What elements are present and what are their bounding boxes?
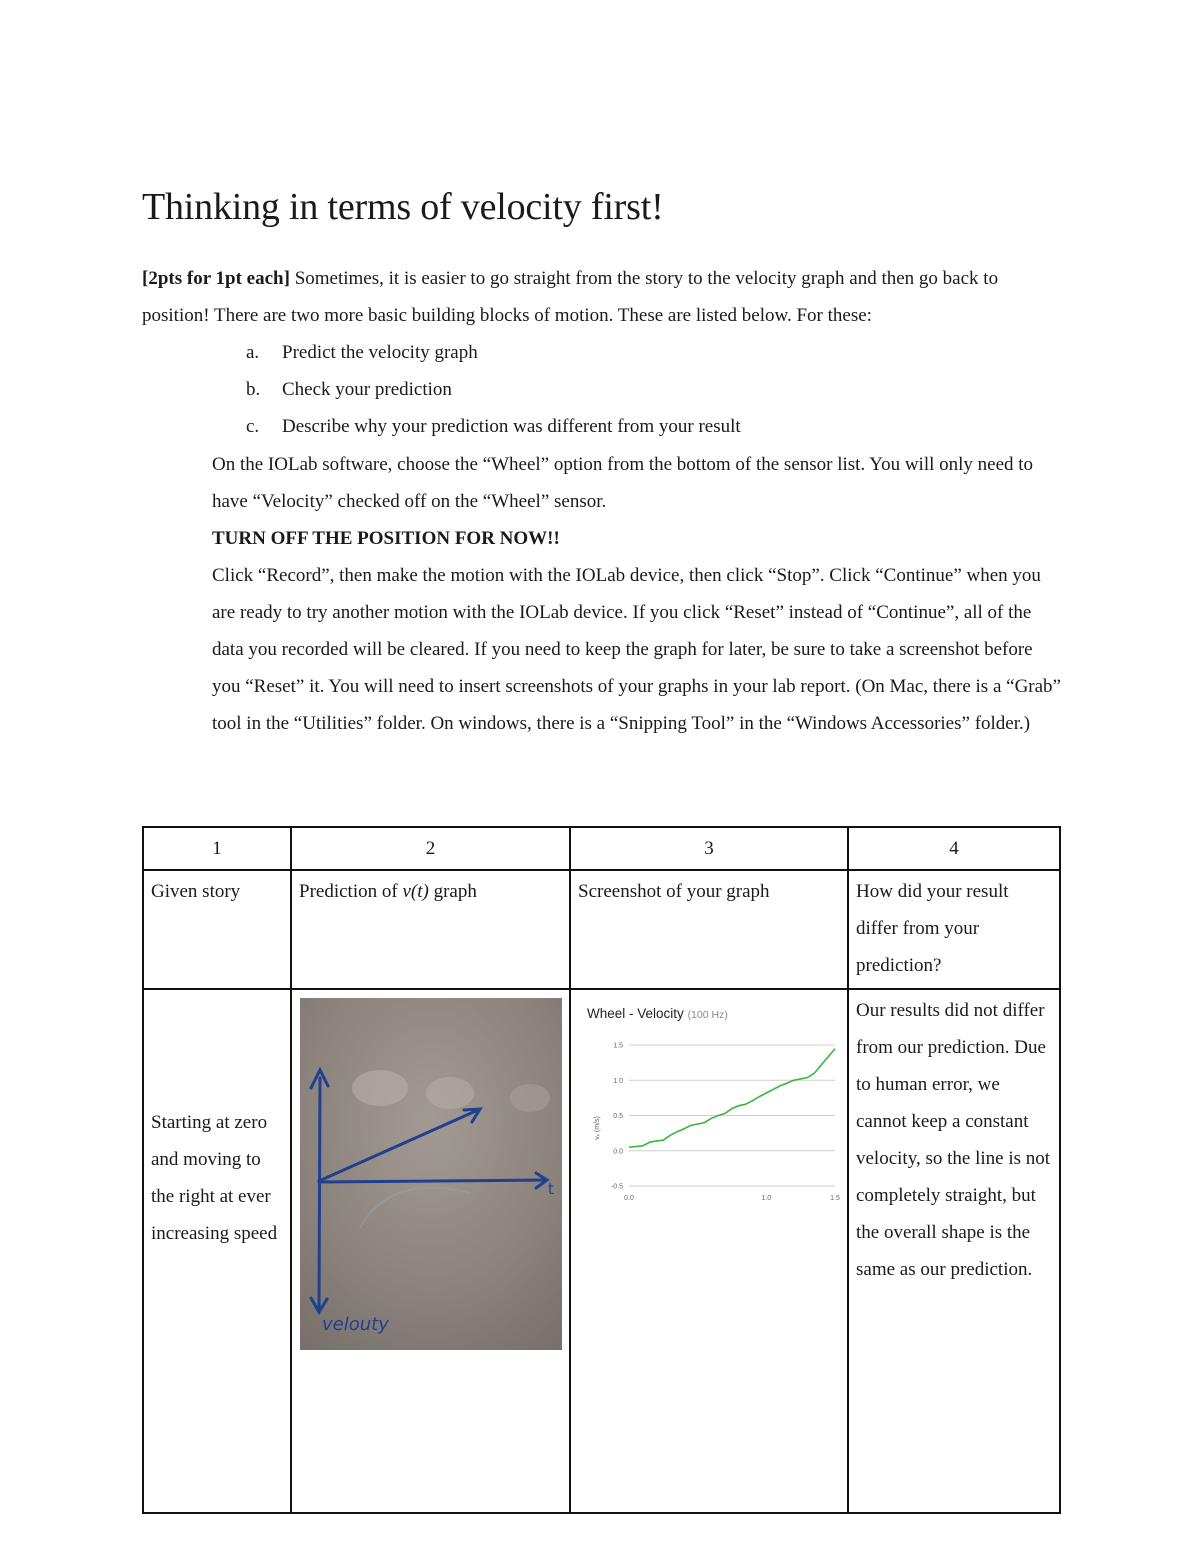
step-marker: c. [246, 416, 260, 437]
chart-y-tick-label: 0.0 [613, 1148, 623, 1156]
chart-y-tick-labels [611, 1043, 623, 1191]
step-text: Check your prediction [282, 379, 452, 400]
chart-title: Wheel - Velocity (100 Hz) [587, 1006, 728, 1021]
step-marker: a. [246, 342, 260, 363]
table-header-row [143, 870, 1060, 989]
chart-gridlines [629, 1045, 835, 1186]
instructions-block [212, 446, 1062, 742]
header-prediction: Prediction of v(t) graph [291, 870, 570, 989]
instruction-sensor: On the IOLab software, choose the “Wheel” option from the bottom of the sensor list. You will only need to have “Velocity” checked off on the “Wheel” sensor. [212, 454, 1034, 512]
screenshot-cell [570, 989, 848, 1513]
header-difference: How did your result differ from your prediction? [848, 870, 1060, 989]
whiteboard-background [300, 998, 562, 1350]
whiteboard-sketch-photo [300, 998, 562, 1350]
header-screenshot: Screenshot of your graph [570, 870, 848, 989]
chart-x-tick-label: 1.5 [830, 1195, 840, 1202]
sketch-t-label: t [548, 1180, 554, 1198]
chart-y-tick-label: 0.5 [613, 1113, 623, 1121]
step-list [246, 334, 741, 445]
prediction-photo-cell [291, 989, 570, 1513]
column-number: 1 [143, 827, 291, 870]
vt-notation: v(t) [402, 881, 429, 902]
chart-series-line [629, 1049, 835, 1148]
chart-x-tick-labels [624, 1195, 840, 1202]
table-row [143, 989, 1060, 1513]
step-text: Predict the velocity graph [282, 342, 478, 363]
light-glare [352, 1070, 408, 1106]
intro-text: Sometimes, it is easier to go straight from the story to the velocity graph and then go back to position! There are two more basic building blocks of motion. These are listed below. For these: [142, 268, 999, 326]
column-number: 2 [291, 827, 570, 870]
sketch-velocity-label: velouty [322, 1314, 389, 1335]
answer-cell: Our results did not differ from our prediction. Due to human error, we cannot keep a constant velocity, so the line is not completely straight, but the overall shape is the same as our prediction. [848, 989, 1060, 1513]
sketch-horizontal-axis [319, 1180, 546, 1182]
chart-y-tick-label: -0.5 [610, 1183, 623, 1191]
results-table [142, 826, 1061, 1514]
points-label: [2pts for 1pt each] [142, 268, 290, 289]
chart-y-axis-label: vₓ (m/s) [594, 1116, 601, 1140]
light-glare [510, 1084, 550, 1112]
column-number: 4 [848, 827, 1060, 870]
instruction-warning: TURN OFF THE POSITION FOR NOW!! [212, 528, 560, 549]
sketch-vertical-axis [319, 1078, 320, 1308]
instruction-record: Click “Record”, then make the motion with the IOLab device, then click “Stop”. Click “Continue” when you are ready to try another motion with the IOLab device. If you click “Reset” instead of “Continue”, all of the data you recorded will be cleared. If you need to keep the graph for later, be sure to take a screenshot before you “Reset” it. You will need to insert screenshots of your graphs in your lab report. (On Mac, there is a “Grab” tool in the “Utilities” folder. On windows, there is a “Snipping Tool” in the “Windows Accessories” folder.) [212, 565, 1061, 734]
light-glare [426, 1077, 474, 1109]
wheel-velocity-chart [585, 1002, 843, 1232]
column-number: 3 [570, 827, 848, 870]
header-given-story: Given story [143, 870, 291, 989]
chart-y-tick-label: 1.0 [613, 1077, 623, 1085]
intro-paragraph [142, 260, 1062, 334]
step-item [246, 334, 741, 371]
step-item [246, 408, 741, 445]
story-cell: Starting at zero and moving to the right at ever increasing speed [143, 989, 291, 1513]
step-marker: b. [246, 379, 261, 400]
page-title: Thinking in terms of velocity first! [142, 186, 664, 228]
step-text: Describe why your prediction was different from your result [282, 416, 741, 437]
chart-x-tick-label: 0.0 [624, 1195, 634, 1202]
chart-x-tick-label: 1.0 [761, 1195, 772, 1202]
step-item [246, 371, 741, 408]
chart-y-tick-label: 1.5 [613, 1042, 623, 1050]
table-number-row [143, 827, 1060, 870]
